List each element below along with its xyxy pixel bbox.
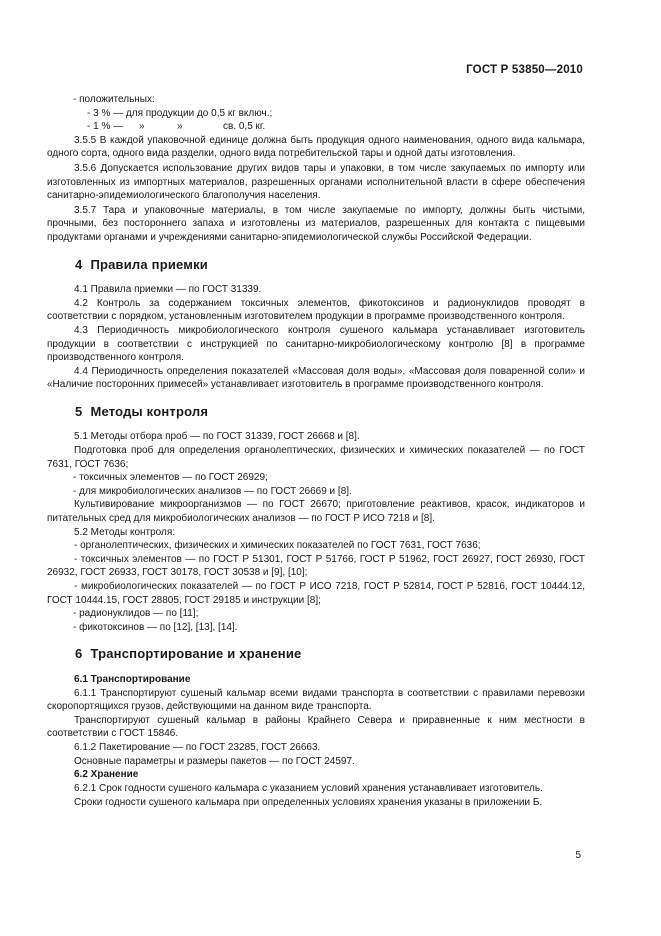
page-number: 5 (575, 850, 581, 861)
list-item: - токсичных элементов — по ГОСТ Р 51301, ГОСТ Р 51766, ГОСТ Р 51962, ГОСТ 26927, ГОСТ 26930, ГОСТ 26932, ГОСТ 26933, ГОСТ 30178, ГОСТ 30538 и [9], [10]; (47, 553, 585, 579)
section-number: 5 (75, 403, 83, 419)
paragraph: 6.2.1 Срок годности сушеного кальмара с указанием условий хранения устанавливает изготовитель. (74, 782, 543, 794)
section-number: 4 (75, 256, 83, 272)
section-title: Методы контроля (90, 403, 209, 419)
paragraph: Культивирование микроорганизмов — по ГОСТ 26670; приготовление реактивов, красок, индикаторов и питательных сред для микробиологических анализов — по ГОСТ Р ИСО 7218 и [8]. (47, 499, 585, 525)
subsection-heading: 6.2 Хранение (74, 769, 139, 781)
ditto-mark: » (139, 121, 145, 133)
ditto-mark: » (177, 121, 183, 133)
list-item: - микробиологических показателей — по ГОСТ Р ИСО 7218, ГОСТ Р 52814, ГОСТ Р 52816, ГОСТ 10444.12, ГОСТ 10444.15, ГОСТ 28805, ГОСТ 29185 и инструкции [8]; (47, 581, 585, 606)
ditto-dash: - 1 % — (87, 121, 124, 133)
paragraph: 4.3 Периодичность микробиологического контроля сушеного кальмара устанавливает изготовитель продукции в соответствии с инструкцией по санитарно-микробиологическому контролю [8] в программе производственного контроля. (47, 324, 585, 364)
list-item: - радионуклидов — по [11]; (73, 608, 199, 620)
list-item: - органолептических, физических и химических показателей по ГОСТ 7631, ГОСТ 7636; (74, 540, 481, 552)
section-title: Правила приемки (90, 256, 208, 272)
paragraph: Подготовка проб для определения органолептических, физических и химических показателей — по ГОСТ 7631, ГОСТ 7636; (47, 445, 585, 470)
paragraph: Основные параметры и размеры пакетов — по ГОСТ 24597. (74, 755, 355, 767)
section-title: Транспортирование и хранение (90, 646, 302, 662)
list-item (47, 120, 585, 134)
paragraph: 4.4 Периодичность определения показателей «Массовая доля воды», «Массовая доля поваренной соли» и «Наличие посторонних примесей» устанавливает изготовитель в программе производственного контроля. (47, 365, 585, 391)
section-heading (47, 647, 585, 661)
section-number: 6 (75, 646, 83, 662)
subsection-heading: 6.1 Транспортирование (74, 673, 191, 685)
paragraph: 6.1.1 Транспортируют сушеный кальмар всеми видами транспорта в соответствии с правилами перевозки скоропортящихся грузов, действующими на данном виде транспорта. (47, 687, 585, 713)
paragraph: 5.1 Методы отбора проб — по ГОСТ 31339, ГОСТ 26668 и [8]. (74, 431, 360, 443)
paragraph: 6.1.2 Пакетирование — по ГОСТ 23285, ГОСТ 26663. (74, 741, 321, 753)
list-item: - токсичных элементов — по ГОСТ 26929; (73, 472, 268, 484)
list-item: - 3 % — для продукции до 0,5 кг включ.; (87, 107, 273, 119)
paragraph: Транспортируют сушеный кальмар в районы Крайнего Севера и приравненные к ним местности в соответствии с ГОСТ 15846. (47, 714, 585, 740)
paragraph: 3.5.5 В каждой упаковочной единице должна быть продукция одного наименования, одного вида кальмара, одного сорта, одного вида разделки, одного вида потребительской тары и одной даты изготовления. (47, 134, 585, 160)
document-body (47, 93, 585, 810)
section-heading (47, 405, 585, 419)
list-item: - фикотоксинов — по [12], [13], [14]. (73, 621, 238, 633)
document-header: ГОСТ Р 53850—2010 (466, 64, 583, 76)
list-item: - для микробиологических анализов — по ГОСТ 26669 и [8]. (73, 485, 352, 497)
section-heading (47, 258, 585, 272)
ditto-text: св. 0,5 кг. (223, 121, 266, 133)
paragraph: 3.5.7 Тара и упаковочные материалы, в том числе закупаемые по импорту, должны быть чистыми, прочными, без постороннего запаха и изготовлены из материалов, разрешенных для контакта с пищевыми продуктами органами и учреждениями санитарно-эпидемиологической службы Российской Федерации. (47, 204, 585, 243)
paragraph: Сроки годности сушеного кальмара при определенных условиях хранения указаны в приложении Б. (74, 797, 543, 809)
paragraph: 4.2 Контроль за содержанием токсичных элементов, фикотоксинов и радионуклидов проводят в соответствии с порядком, установленным изготовителем продукции в программе производственного контроля. (47, 297, 585, 323)
paragraph: 3.5.6 Допускается использование других видов тары и упаковки, в том числе закупаемых по импорту или изготовленных из импортных материалов, разрешенных органами исполнительной власти в сфере обеспечения санитарно-эпидемиологического благополучия населения. (47, 162, 585, 202)
paragraph: 4.1 Правила приемки — по ГОСТ 31339. (74, 284, 262, 296)
list-item: - положительных: (73, 94, 155, 105)
paragraph: 5.2 Методы контроля: (74, 526, 176, 538)
